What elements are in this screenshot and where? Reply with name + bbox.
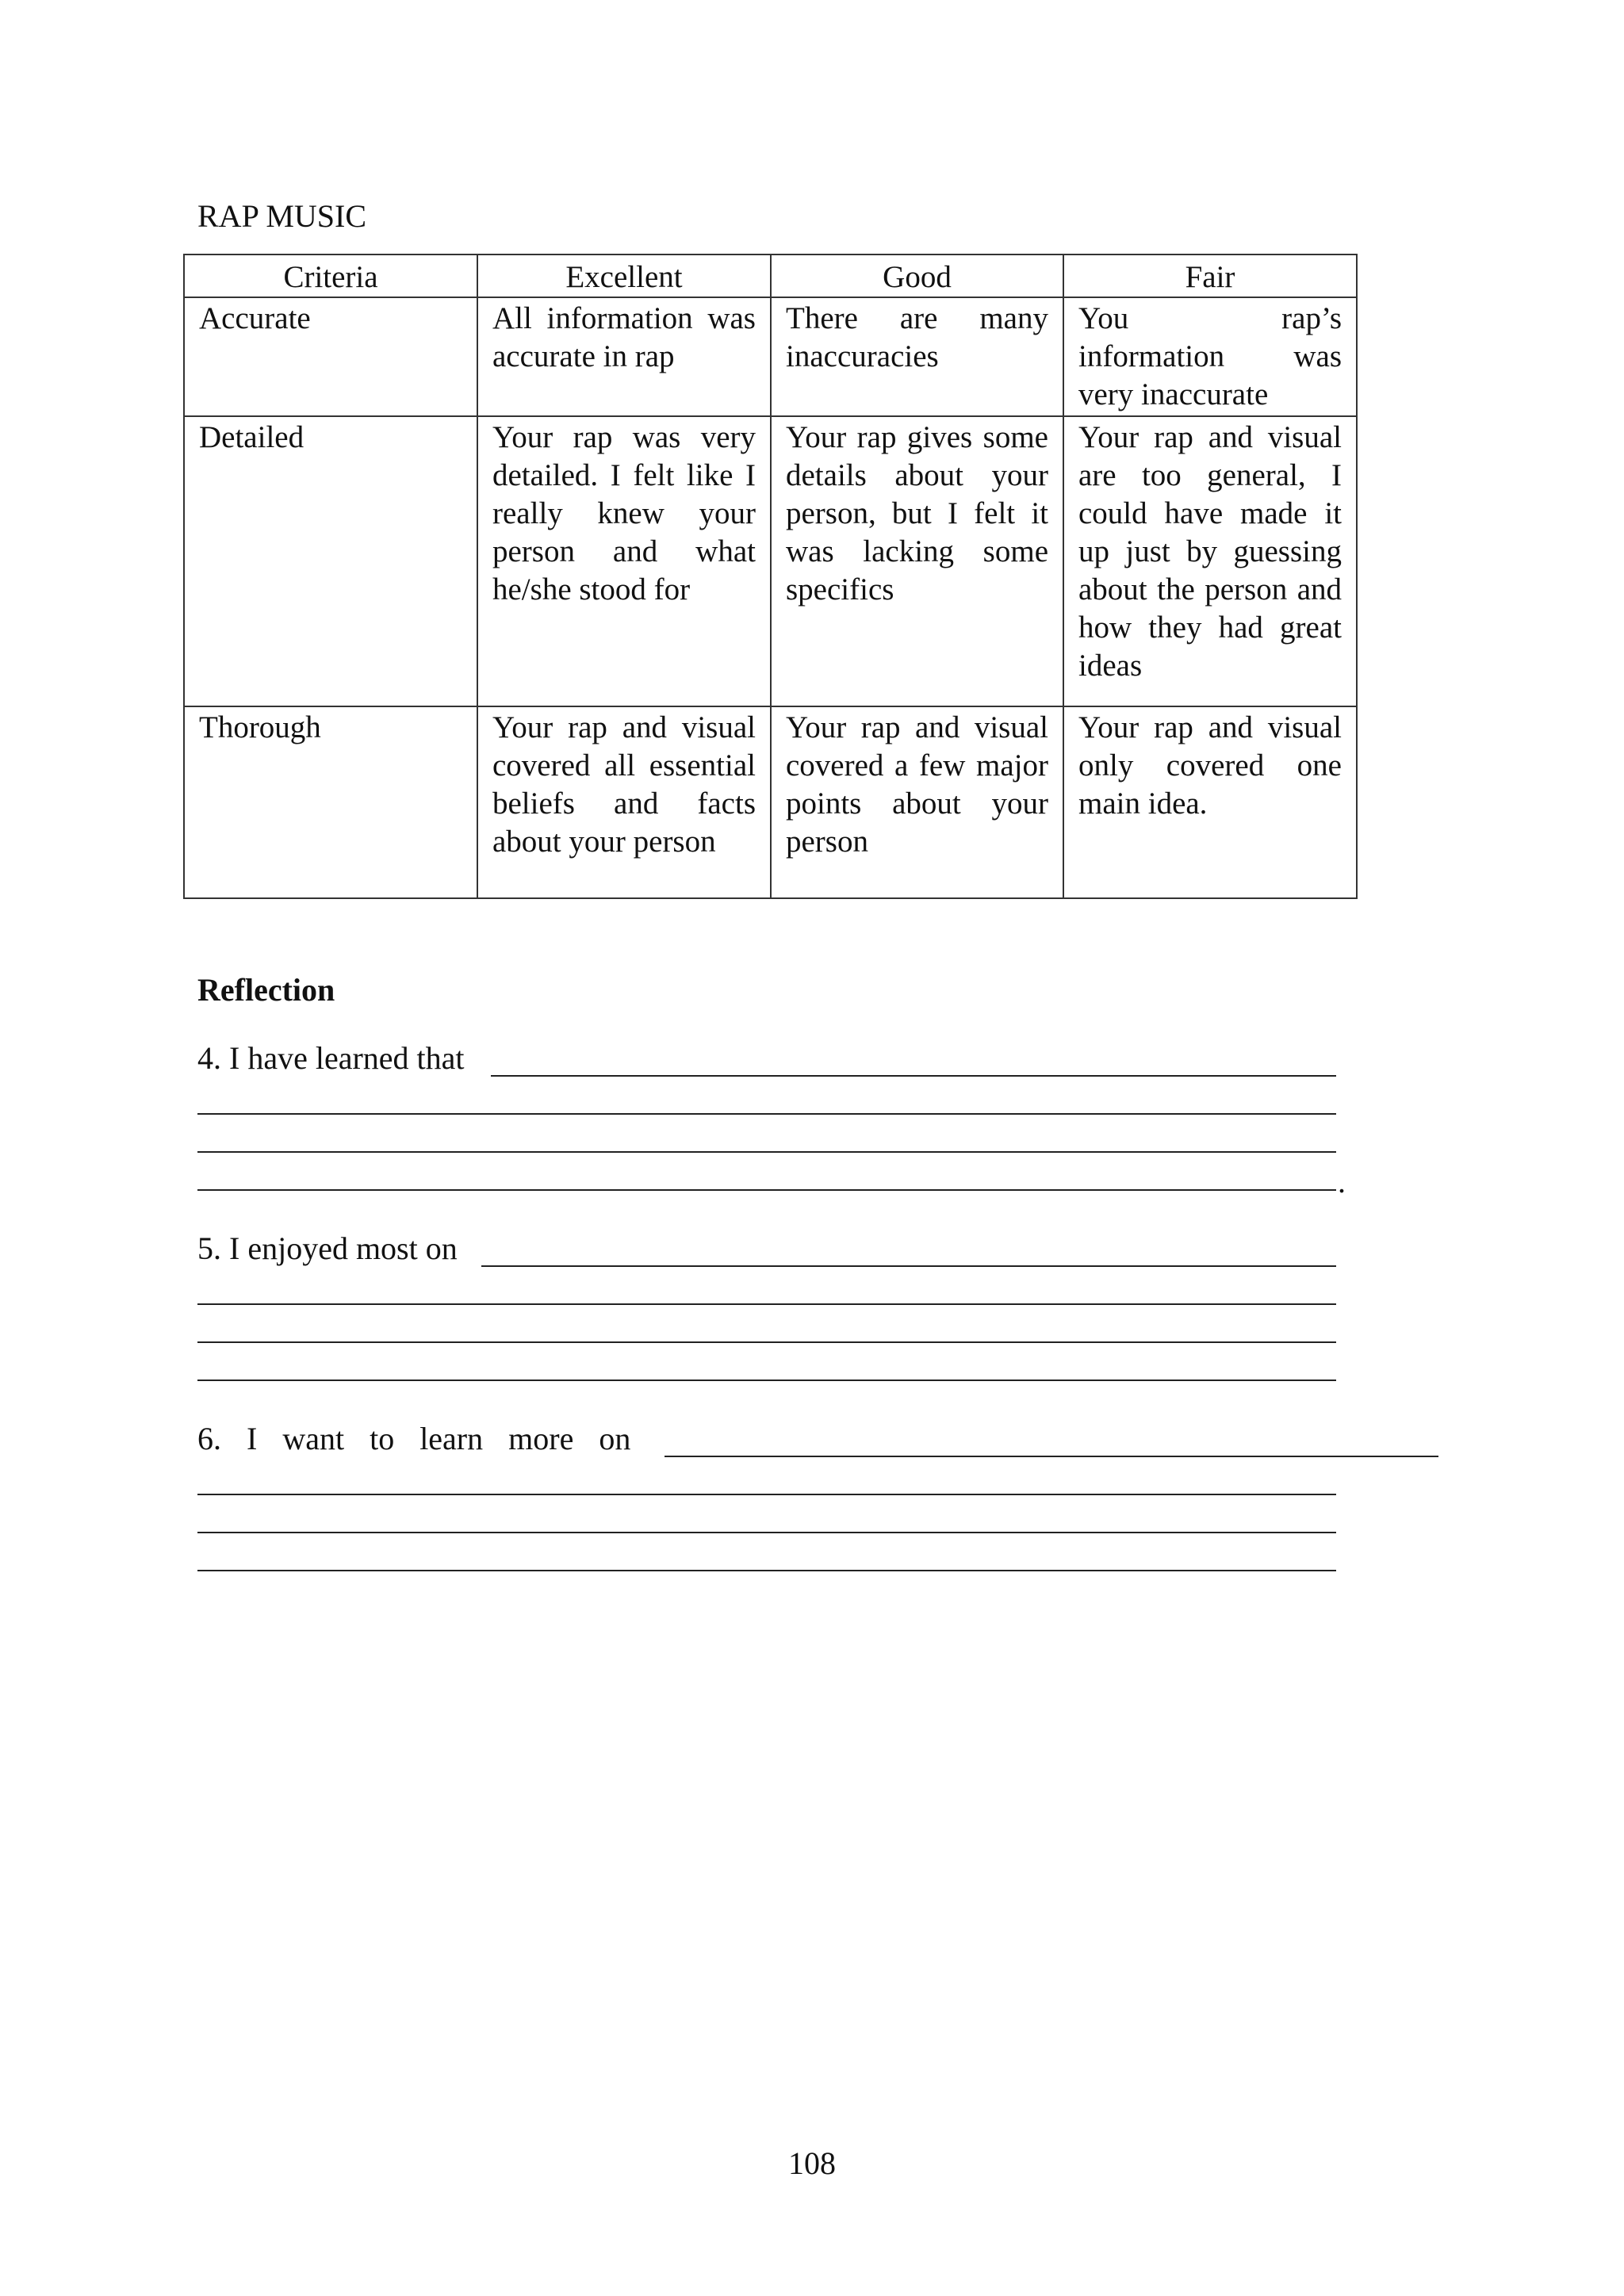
answer-line[interactable] bbox=[197, 1113, 1336, 1115]
rubric-table bbox=[183, 254, 1358, 899]
question-5 bbox=[197, 1229, 458, 1269]
answer-line[interactable] bbox=[481, 1265, 1336, 1267]
excellent-cell: All information was accurate in rap bbox=[477, 297, 771, 416]
table-row bbox=[184, 706, 1357, 898]
answer-line[interactable] bbox=[197, 1570, 1336, 1571]
question-4 bbox=[197, 1039, 465, 1078]
question-4-period: . bbox=[1338, 1164, 1346, 1200]
criteria-cell: Detailed bbox=[184, 416, 477, 706]
reflection-title: Reflection bbox=[197, 972, 335, 1008]
criteria-cell: Thorough bbox=[184, 706, 477, 898]
question-6 bbox=[197, 1419, 630, 1459]
criteria-cell: Accurate bbox=[184, 297, 477, 416]
good-cell: Your rap and visual covered a few major points about your person bbox=[771, 706, 1063, 898]
answer-line[interactable] bbox=[197, 1189, 1336, 1191]
answer-line[interactable] bbox=[197, 1494, 1336, 1495]
fair-cell: Your rap and visual are too general, I could have made it up just by guessing about the person and how they had great ideas bbox=[1063, 416, 1357, 706]
good-cell: There are many inaccuracies bbox=[771, 297, 1063, 416]
table-header-row bbox=[184, 254, 1357, 297]
question-6-prompt: 6. I want to learn more on bbox=[197, 1421, 631, 1456]
question-4-prompt: 4. I have learned that bbox=[197, 1040, 465, 1076]
column-header-fair: Fair bbox=[1063, 254, 1357, 297]
page-number: 108 bbox=[788, 2145, 836, 2181]
good-cell: Your rap gives some details about your person, but I felt it was lacking some specifics bbox=[771, 416, 1063, 706]
page-heading: RAP MUSIC bbox=[197, 198, 367, 234]
table-row bbox=[184, 297, 1357, 416]
answer-line[interactable] bbox=[491, 1075, 1336, 1077]
answer-line[interactable] bbox=[197, 1341, 1336, 1343]
excellent-cell: Your rap was very detailed. I felt like I really knew your person and what he/she stood for bbox=[477, 416, 771, 706]
column-header-criteria: Criteria bbox=[184, 254, 477, 297]
excellent-cell: Your rap and visual covered all essential beliefs and facts about your person bbox=[477, 706, 771, 898]
answer-line[interactable] bbox=[197, 1151, 1336, 1153]
column-header-good: Good bbox=[771, 254, 1063, 297]
answer-line[interactable] bbox=[665, 1456, 1438, 1457]
answer-line[interactable] bbox=[197, 1532, 1336, 1533]
fair-cell: Your rap and visual only covered one main idea. bbox=[1063, 706, 1357, 898]
answer-line[interactable] bbox=[197, 1303, 1336, 1305]
table-row bbox=[184, 416, 1357, 706]
column-header-excellent: Excellent bbox=[477, 254, 771, 297]
question-5-prompt: 5. I enjoyed most on bbox=[197, 1230, 458, 1266]
answer-line[interactable] bbox=[197, 1380, 1336, 1381]
fair-cell: You rap’s information was very inaccurate bbox=[1063, 297, 1357, 416]
